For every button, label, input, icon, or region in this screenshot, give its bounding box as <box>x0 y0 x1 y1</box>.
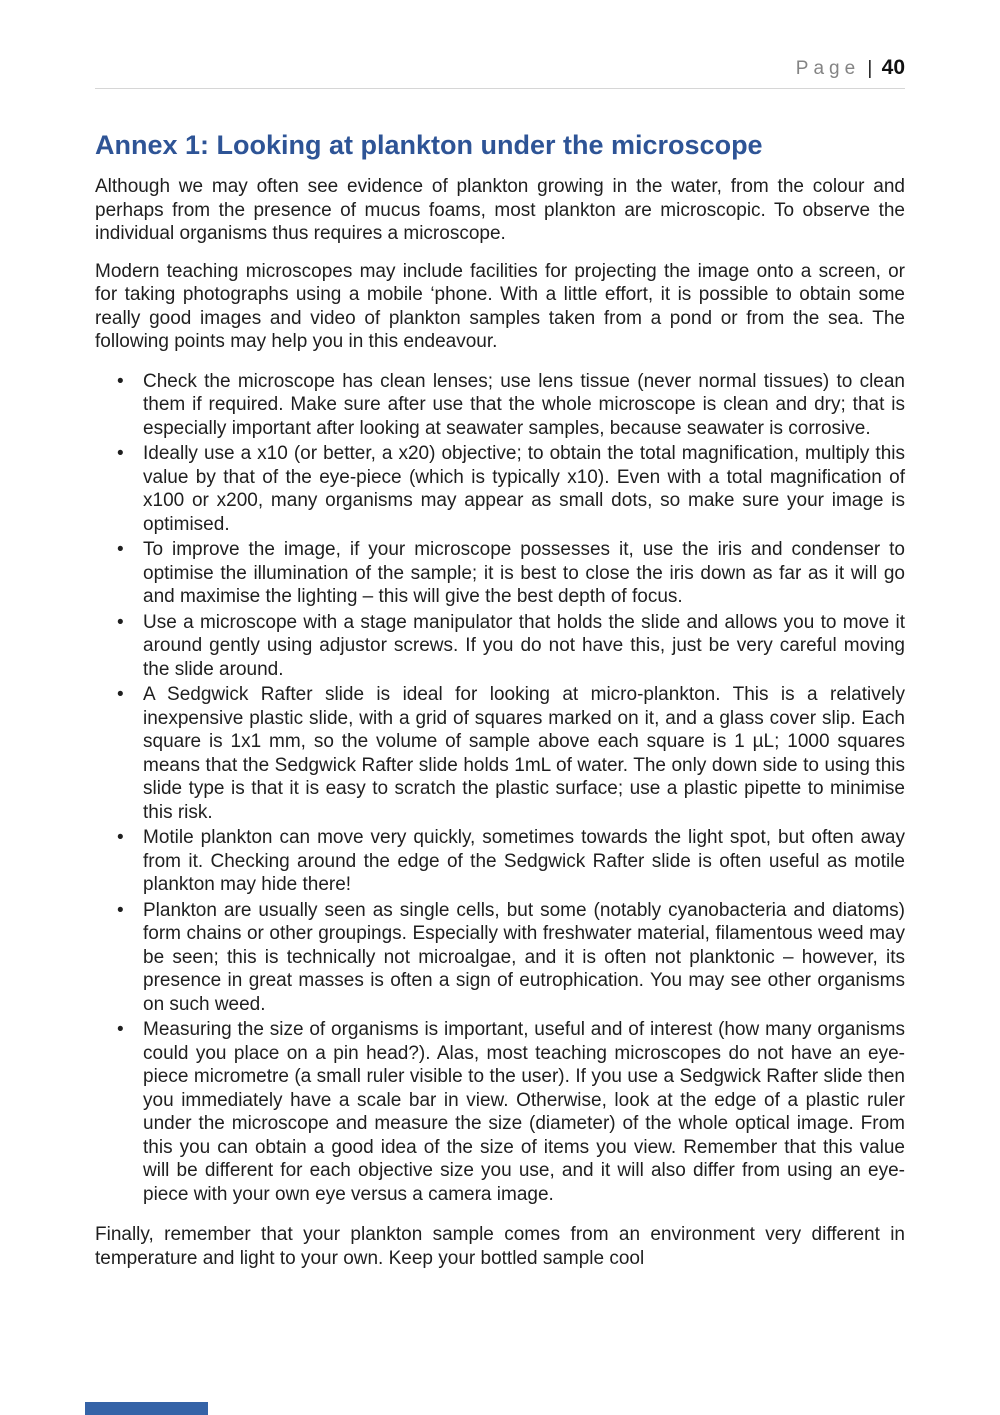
bullet-text: Ideally use a x10 (or better, a x20) objective; to obtain the total magnification, multiply this value by that of the eye-piece (which is typically x10). Even with a total magnification of x100 or x200, many organisms may appear as small dots, so make sure your image is optimised. <box>143 443 905 535</box>
bullet-text: A Sedgwick Rafter slide is ideal for looking at micro-plankton. This is a relatively inexpensive plastic slide, with a grid of squares marked on it, and a glass cover slip. Each square is 1x1 mm, so the volume of sample above each square is 1 µL; 1000 squares means that the Sedgwick Rafter slide holds 1mL of water. The only down side to using this slide type is that it is easy to scratch the plastic surface; use a plastic pipette to minimise this risk. <box>143 684 905 823</box>
bullet-item <box>95 683 905 824</box>
page-number-separator: | <box>867 58 873 79</box>
page-number: 40 <box>881 56 905 79</box>
bullet-item <box>95 370 905 441</box>
bullet-text: Plankton are usually seen as single cells, but some (notably cyanobacteria and diatoms) form chains or other groupings. Especially with freshwater material, filamentous weed may be seen; this is technically not microalgae, and it is often not planktonic – however, its presence in great masses is often a sign of eutrophication. You may see other organisms on such weed. <box>143 899 905 1015</box>
bullet-item <box>95 538 905 609</box>
bullet-marker-icon: • <box>117 684 124 705</box>
bullet-marker-icon: • <box>117 899 124 921</box>
bullet-marker-icon: • <box>117 1019 124 1040</box>
footer-blue-bar <box>85 1402 208 1415</box>
page-label: Page <box>795 58 861 79</box>
bullet-marker-icon: • <box>117 443 124 464</box>
bullet-item <box>95 826 905 897</box>
bullet-text: Measuring the size of organisms is important, useful and of interest (how many organisms could you place on a pin head?). Alas, most teaching microscopes do not have an eye-piece micrometre (a small ruler visible to the user). If you use a Sedgwick Rafter slide then you immediately have a scale bar in view. Otherwise, look at the edge of a plastic ruler under the microscope and measure the size (diameter) of the whole optical image. From this you can obtain a good idea of the size of items you view. Remember that this value will be different for each objective size you use, and it will also differ from using an eye-piece with your own eye versus a camera image. <box>143 1019 905 1205</box>
bullet-marker-icon: • <box>117 370 124 392</box>
page-title: Annex 1: Looking at plankton under the microscope <box>95 130 763 160</box>
bullet-item <box>95 611 905 682</box>
bullet-marker-icon: • <box>117 539 124 560</box>
bullet-marker-icon: • <box>117 611 124 633</box>
bullet-text: Motile plankton can move very quickly, sometimes towards the light spot, but often away from it. Checking around the edge of the Sedgwick Rafter slide is often useful as motile plankton may hide there! <box>143 827 905 895</box>
bullet-marker-icon: • <box>117 827 124 848</box>
closing-paragraph: Finally, remember that your plankton sample comes from an environment very different in temperature and light to your own. Keep your bottled sample cool <box>95 1224 905 1269</box>
bullet-item <box>95 442 905 536</box>
bullet-text: Use a microscope with a stage manipulator that holds the slide and allows you to move it around gently using adjustor screws. If you do not have this, just be very careful moving the slide around. <box>143 611 905 680</box>
header-rule <box>95 88 905 89</box>
intro-paragraph: Although we may often see evidence of plankton growing in the water, from the colour and perhaps from the presence of mucus foams, most plankton are microscopic. To observe the individual organisms thus requires a microscope. <box>95 176 905 244</box>
bullet-item <box>95 1018 905 1206</box>
body-paragraph: Modern teaching microscopes may include facilities for projecting the image onto a screen, or for taking photographs using a mobile ‘phone. With a little effort, it is possible to obtain some really good images and video of plankton samples taken from a pond or from the sea. The following points may help you in this endeavour. <box>95 260 905 352</box>
bullet-list <box>95 370 905 1207</box>
page-content <box>95 0 905 1270</box>
page-header <box>95 56 905 81</box>
bullet-text: To improve the image, if your microscope possesses it, use the iris and condenser to optimise the illumination of the sample; it is best to close the iris down as far as it will go and maximise the lighting – this will give the best depth of focus. <box>143 539 905 607</box>
bullet-item <box>95 899 905 1017</box>
bullet-text: Check the microscope has clean lenses; use lens tissue (never normal tissues) to clean them if required. Make sure after use that the whole microscope is clean and dry; that is especially important after looking at seawater samples, because seawater is corrosive. <box>143 370 905 439</box>
